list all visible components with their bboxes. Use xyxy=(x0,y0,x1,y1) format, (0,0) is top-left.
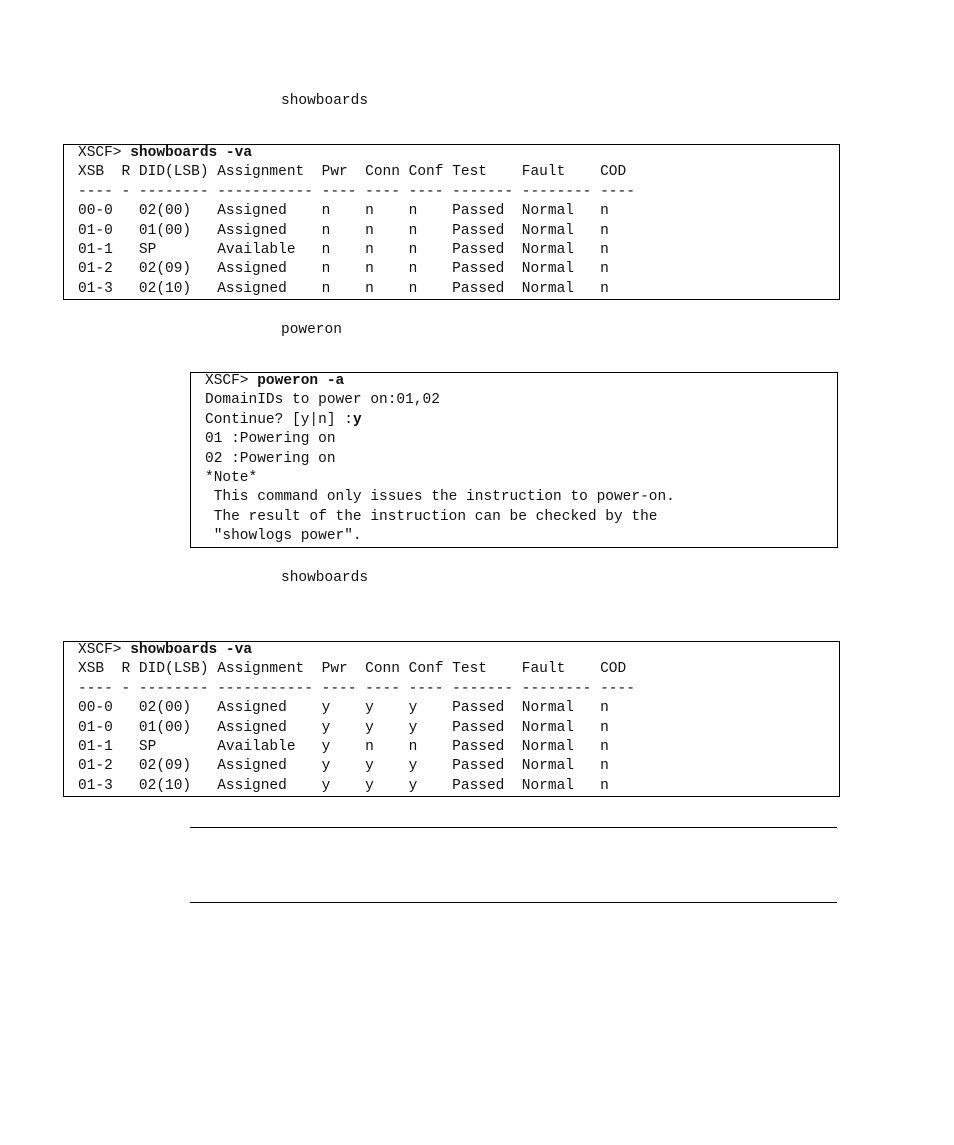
code-block-showboards-after xyxy=(63,641,840,797)
code-block-poweron xyxy=(190,372,838,548)
table-row: 00-0 02(00) Assigned y y y Passed Normal n xyxy=(78,700,609,717)
section-label-showboards: showboards xyxy=(281,93,369,109)
output-line: This command only issues the instruction to power-on. xyxy=(205,489,675,506)
output-line: *Note* xyxy=(205,469,258,486)
table-row: 01-0 01(00) Assigned n n n Passed Normal n xyxy=(78,222,609,239)
continue-answer: y xyxy=(352,411,362,428)
table-row: 01-1 SP Available y n n Passed Normal n xyxy=(78,738,609,755)
section-label-showboards: showboards xyxy=(281,570,369,586)
prompt: XSCF> xyxy=(78,145,131,161)
table-row: 01-3 02(10) Assigned y y y Passed Normal n xyxy=(78,777,609,794)
table-row: 01-2 02(09) Assigned n n n Passed Normal n xyxy=(78,261,609,278)
section-label-poweron: poweron xyxy=(281,322,342,338)
table-separator: ---- - -------- ----------- ---- ---- ---- ------- -------- ---- xyxy=(78,680,635,697)
table-row: 01-1 SP Available n n n Passed Normal n xyxy=(78,241,609,258)
output-line: DomainIDs to power on:01,02 xyxy=(205,392,440,409)
continue-prompt: Continue? [y|n] : xyxy=(205,411,353,428)
table-header: XSB R DID(LSB) Assignment Pwr Conn Conf Test Fault COD xyxy=(78,661,627,678)
command: showboards -va xyxy=(130,642,253,658)
output-line: The result of the instruction can be checked by the xyxy=(205,508,658,525)
output-line: 02 :Powering on xyxy=(205,450,336,467)
command: showboards -va xyxy=(130,145,253,161)
table-row: 01-0 01(00) Assigned y y y Passed Normal n xyxy=(78,719,609,736)
code-block-showboards-before xyxy=(63,144,840,300)
table-row: 01-2 02(09) Assigned y y y Passed Normal n xyxy=(78,758,609,775)
table-row: 01-3 02(10) Assigned n n n Passed Normal n xyxy=(78,280,609,297)
table-header: XSB R DID(LSB) Assignment Pwr Conn Conf Test Fault COD xyxy=(78,164,627,181)
table-separator: ---- - -------- ----------- ---- ---- ---- ------- -------- ---- xyxy=(78,183,635,200)
note-top-rule xyxy=(190,827,837,828)
output-line: 01 :Powering on xyxy=(205,431,336,448)
table-row: 00-0 02(00) Assigned n n n Passed Normal n xyxy=(78,203,609,220)
prompt: XSCF> xyxy=(205,373,258,389)
prompt: XSCF> xyxy=(78,642,131,658)
output-line: "showlogs power". xyxy=(205,528,362,545)
note-bottom-rule xyxy=(190,902,837,903)
command: poweron -a xyxy=(257,373,345,389)
